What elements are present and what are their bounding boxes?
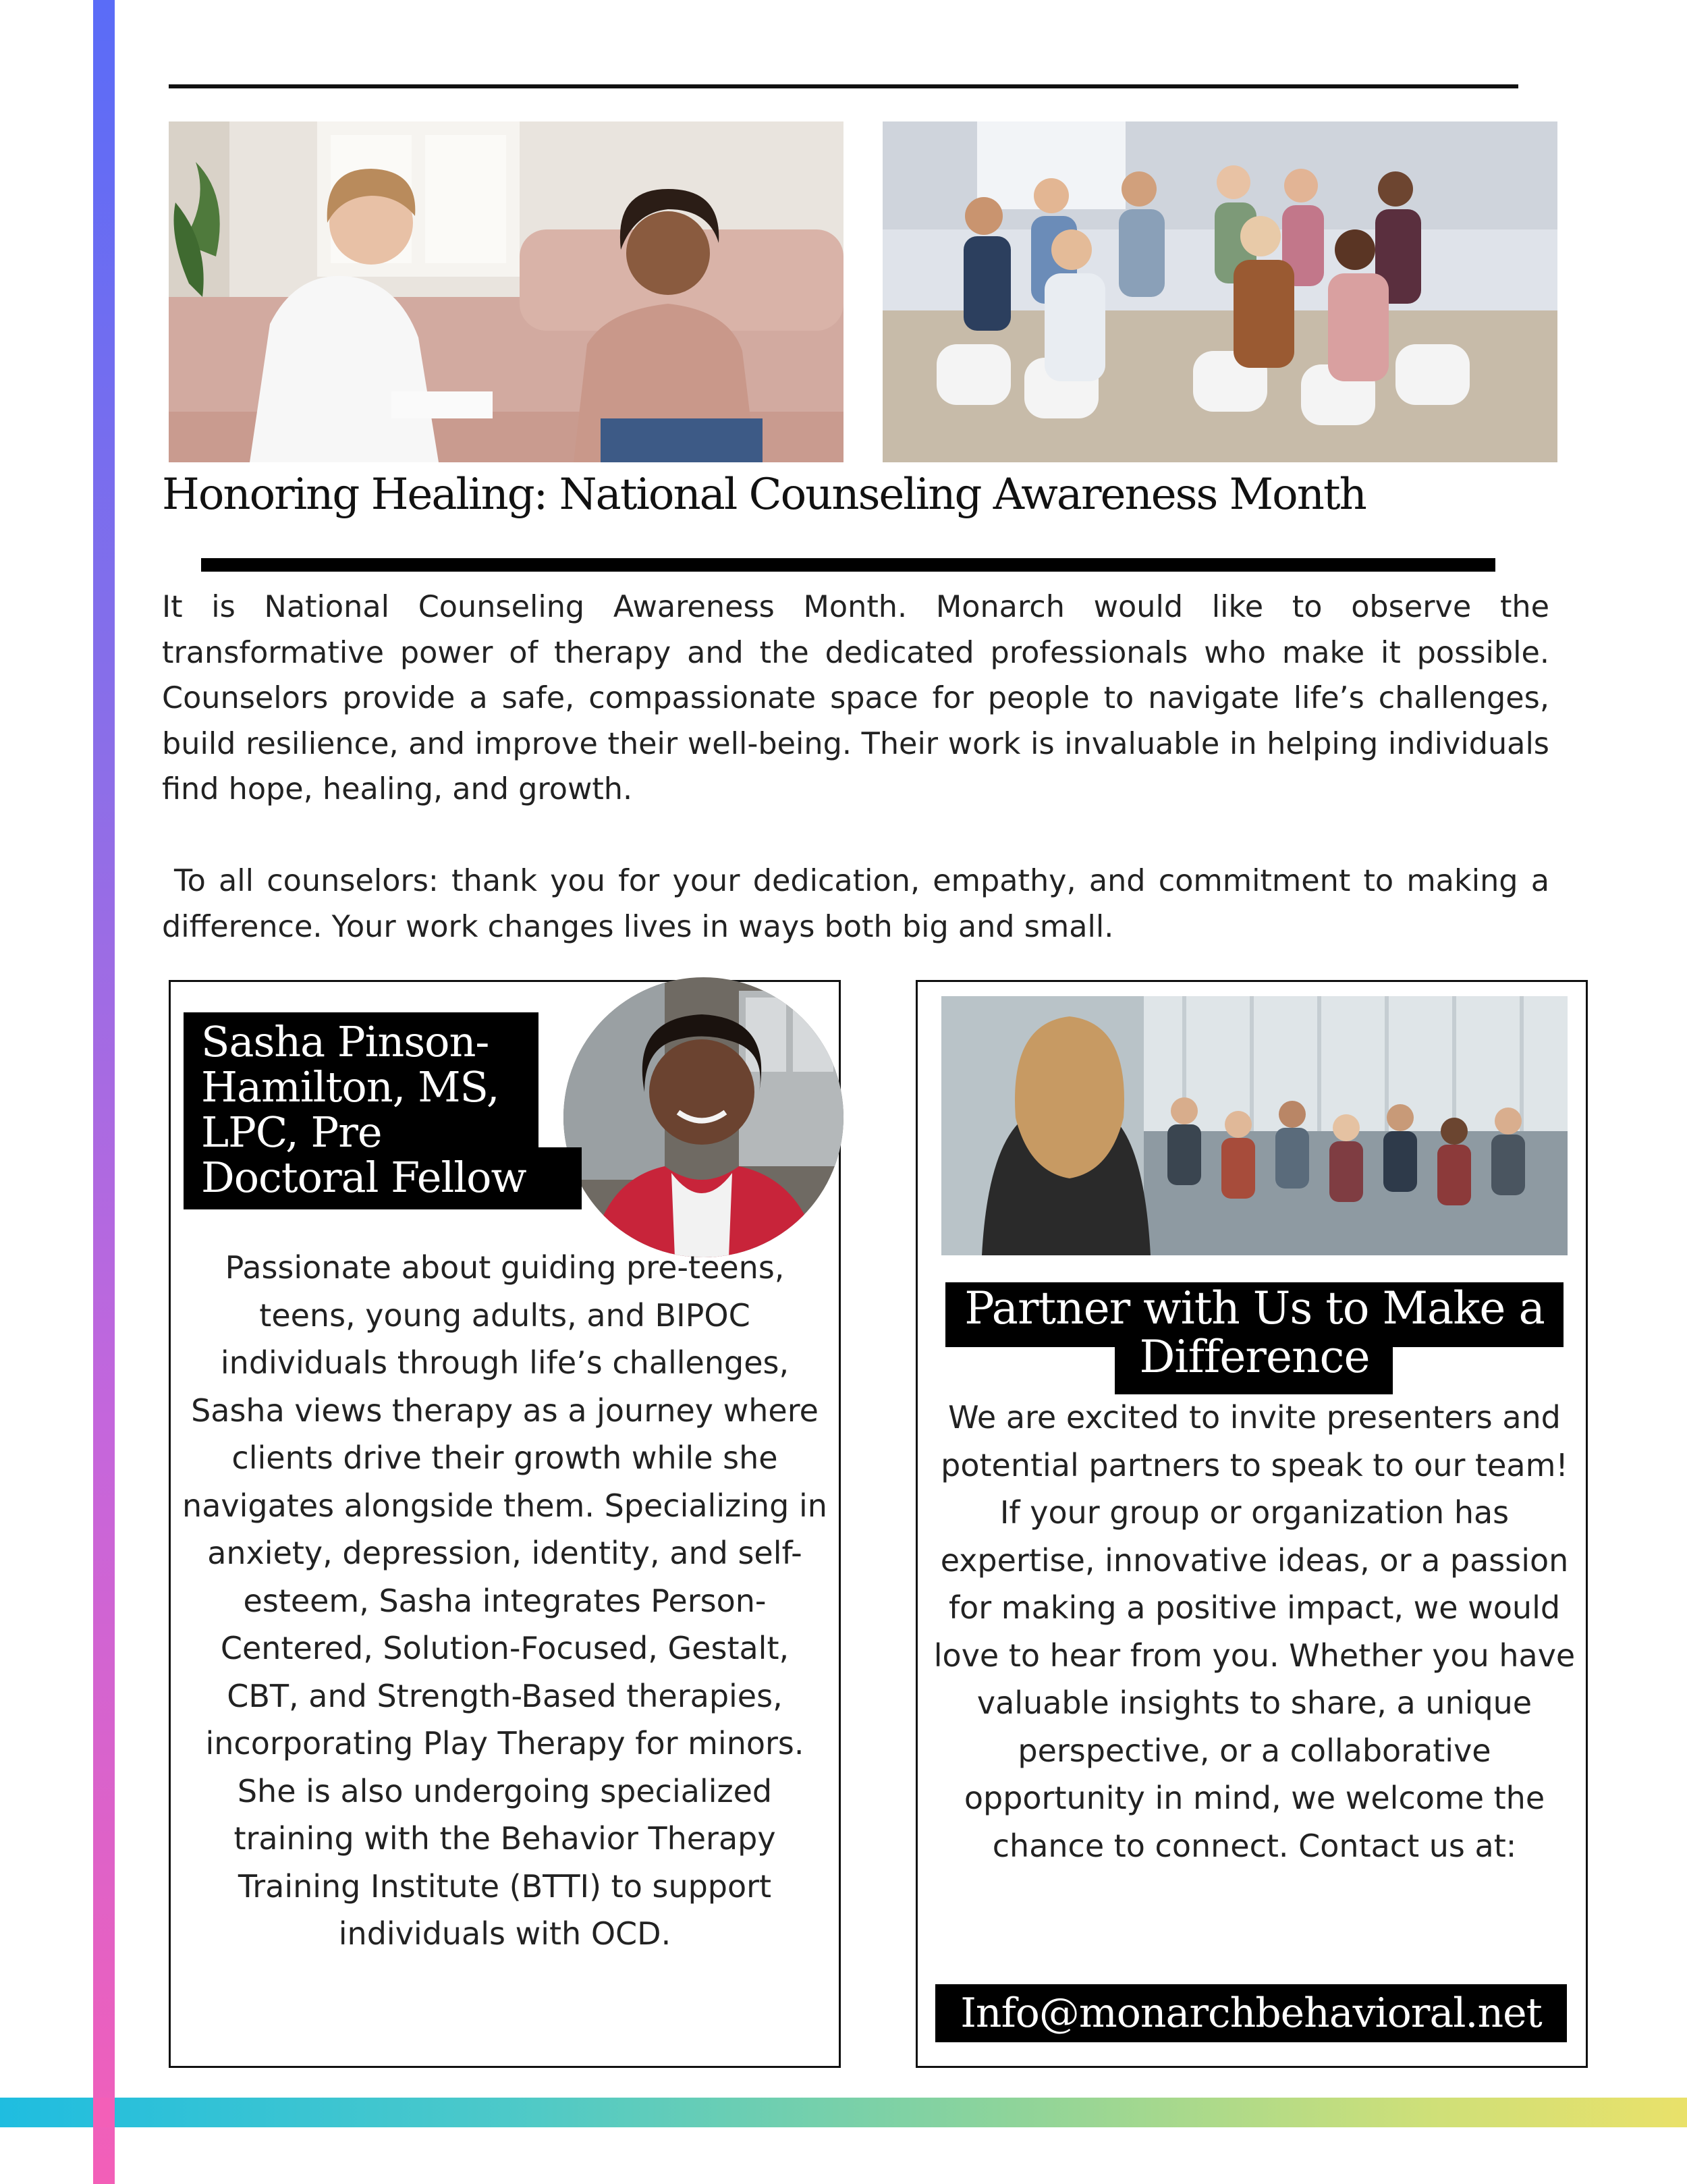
bar-corner [93,2098,115,2127]
counselor-bio: Passionate about guiding pre-teens, teens, young adults, and BIPOC individuals through life’s challenges, Sasha views therapy as a journey where clients drive their growth while she navigates alongside them. Specializing in anxiety, depression, identity, and self-esteem, Sasha integrates Person-Centered, Solution-Focused, Gestalt, CBT, and Strength-Based therapies, incorporating Play Therapy for minors. She is also undergoing specialized training with the Behavior Therapy Training Institute (BTTI) to support individuals with OCD. [182,1249,827,1952]
name-line-2: Hamilton, MS, [201,1062,499,1112]
name-line-4: Doctoral Fellow [201,1153,526,1202]
intro-paragraph: It is National Counseling Awareness Month. Monarch would like to observe the transformative power of therapy and the dedicated professionals who make it possible. Counselors provide a safe, compassionate space for people to navigate life’s challenges, build resilience, and improve their well-being. Their work is invaluable in helping individuals find hope, healing, and growth. [162,590,1549,807]
presenter-audience-photo [941,996,1568,1255]
partner-title-line-2: Difference [1139,1331,1370,1383]
therapy-session-photo [169,121,844,462]
thank-you-paragraph: To all counselors: thank you for your dedication, empathy, and commitment to making a difference. Your work changes lives in ways both big and small. [162,864,1549,944]
partner-title-line-1: Partner with Us to Make a [964,1282,1545,1334]
group-therapy-circle-photo [883,121,1557,462]
top-divider [169,84,1518,88]
sasha-portrait-photo [563,977,844,1257]
bottom-gradient-bar [0,2098,1687,2127]
headline-divider [201,558,1495,572]
article-headline: Honoring Healing: National Counseling Awareness Month [162,470,1366,520]
name-line-1: Sasha Pinson- [201,1017,489,1066]
contact-email-link[interactable]: Info@monarchbehavioral.net [935,1984,1567,2042]
name-line-3: LPC, Pre [201,1108,382,1157]
left-gradient-bar [93,0,115,2184]
counselor-name-tag [184,1012,538,1207]
partner-invitation-text: We are excited to invite presenters and potential partners to speak to our team! If your group or organization has expertise, innovative ideas, or a passion for making a positive impact, we would love to hear from you. Whether you have valuable insights to share, a unique perspective, or a collaborative opportunity in mind, we welcome the chance to connect. Contact us at: [933,1399,1576,1864]
partner-title [931,1284,1578,1382]
